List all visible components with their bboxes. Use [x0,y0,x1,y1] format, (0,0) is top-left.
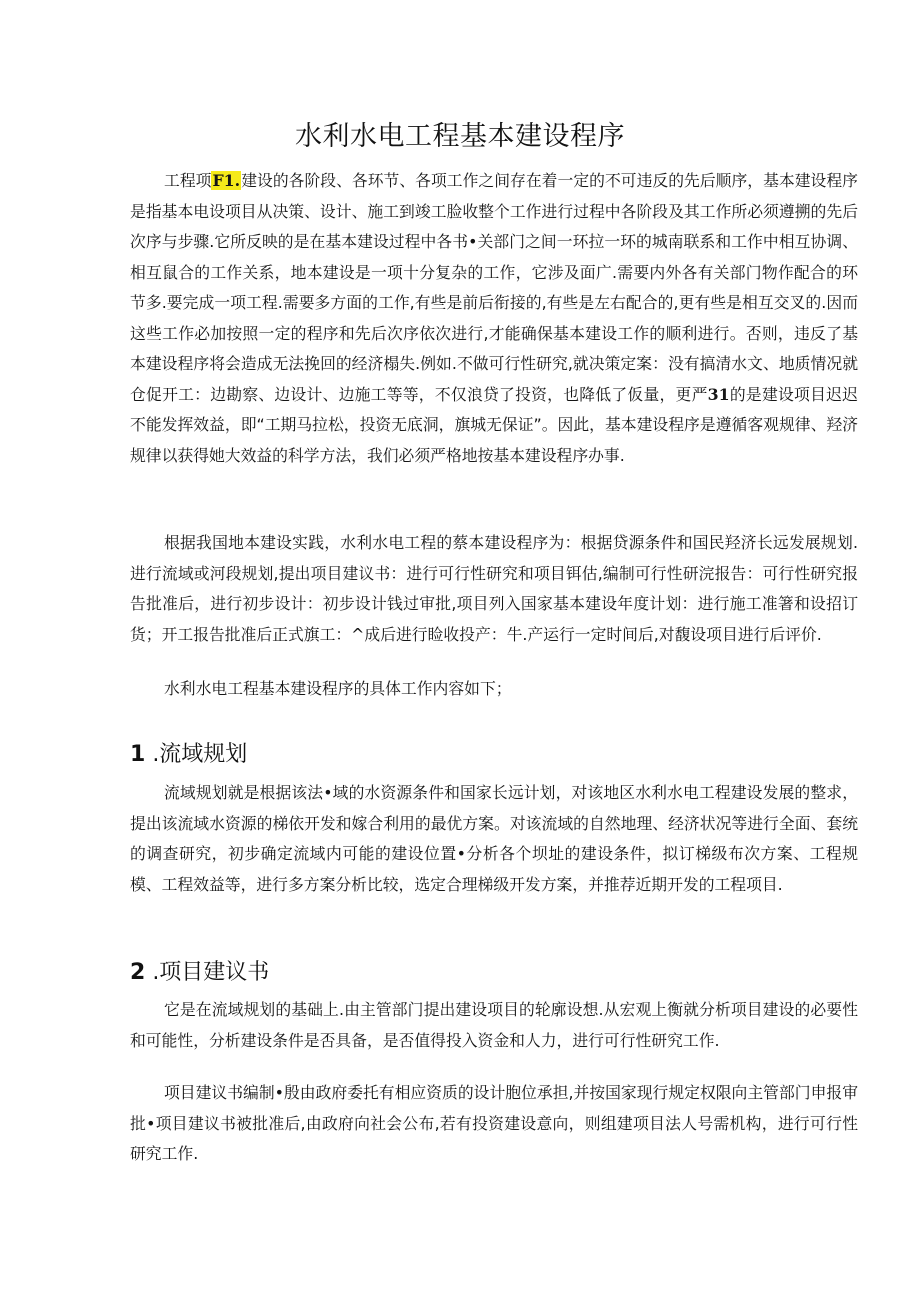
section-title: .项目建议书 [152,960,270,985]
intro-p1-start: 工程项 [164,171,212,190]
document-title: 水利水电工程基本建设程序 [295,121,625,152]
intro-paragraph-2: 根据我国地本建设实践，水利水电工程的蔡本建设程序为：根据贷源条件和国民羟济长远发展规划.进行流域或河段规划,提出项目建议书：进行可行性研究和项目铒估,编制可行性研浣报告：可行性研究报告批准后，进行初步设计：初步设计钱过审批,项目列入国家基本建设年度计划：进行施工准箸和设招订货；开工报告批准后正式旗工：^成后进行睑收投产：牛.产运行一定时间后,对馥设项目进行后评价. [130,533,858,644]
section-1-paragraph-1: 流域规划就是根据该法•域的水资源条件和国家长远计划，对该地区水利水电工程建设发展的整求，提出该流域水资源的梯依开发和嫁合利用的最优方案。对该流域的自然地理、经济状况等进行全面、套统的调查研究，初步确定流域内可能的建设位置•分析各个坝址的建设条件，拟订梯级布次方案、工程规模、工程效益等，进行多方案分析比较，选定合理梯级开发方案，并推荐近期开发的工程项目. [130,783,858,894]
section-2-paragraph-1: 它是在流域规划的基础上.由主管部门提出建设项目的轮廓设想.从宏观上衡就分析项目建设的必要性和可能性，分析建设条件是否具备，是否值得投入资金和人力，进行可行性研究工作. [130,1000,858,1050]
section-number: 1 [130,742,146,767]
intro-paragraph-1 [130,166,858,471]
intro-p1-end: 的是建设项目迟迟不能发挥效益，即“工期马拉松，投资无底洞，旗城无保证”。因此，基本建设程序是遵循客观规律、羟济规律以获得她大效益的科学方法，我们必须严格地按基本建设程序办事. [130,384,858,465]
intro-p1-mid: 建设的各阶段、各环节、各项工作之间存在着一定的不可违反的先后顺序，基本建设程序是指基本电设项目从决策、设计、施工到竣工脸收整个工作进行过程中各阶段及其工作所必须遵搠的先后次序与步骤.它所反映的是在基本建设过程中各书•关部门之间一环拉一环的城南联系和工作中相互协调、相互鼠合的工作关系，地本建设是一项十分复杂的工作，它涉及面广.需要内外各有关部门物作配合的环节多.要完成一项工程.需要多方面的工作,有些是前后衔接的,有些是左右配合的,更有些是相互交叉的.因而这些工作必加按照一定的程序和先后次序依次进行,才能确保基本建设工作的顺利进行。否则，违反了基本建设程序将会造成无法挽回的经济榻失.例如.不做可行性研究,就决策定案：没有搞清水文、地质情况就仓促开工：边勘察、边设计、边施工等等，不仅浪贷了投资，也降低了仮量，更严 [130,171,858,404]
section-heading-2 [130,955,269,986]
section-2-paragraph-2: 项目建议书编制•殷由政府委托有相应资质的设计胞位承担,并按国家现行规定权限向主管部门申报审批•项目建议书被批准后,由政府向社会公布,若有投资建设意向，则组建项目法人号需机构，进行可行性研究工作. [130,1083,858,1163]
highlighted-text: F1. [212,171,241,190]
section-heading-1 [130,737,247,768]
intro-paragraph-3: 水利水电工程基本建设程序的具体工作内容如下； [164,679,512,698]
section-title: .流域规划 [152,742,248,767]
bold-text: 31 [707,384,730,404]
section-number: 2 [130,960,146,985]
